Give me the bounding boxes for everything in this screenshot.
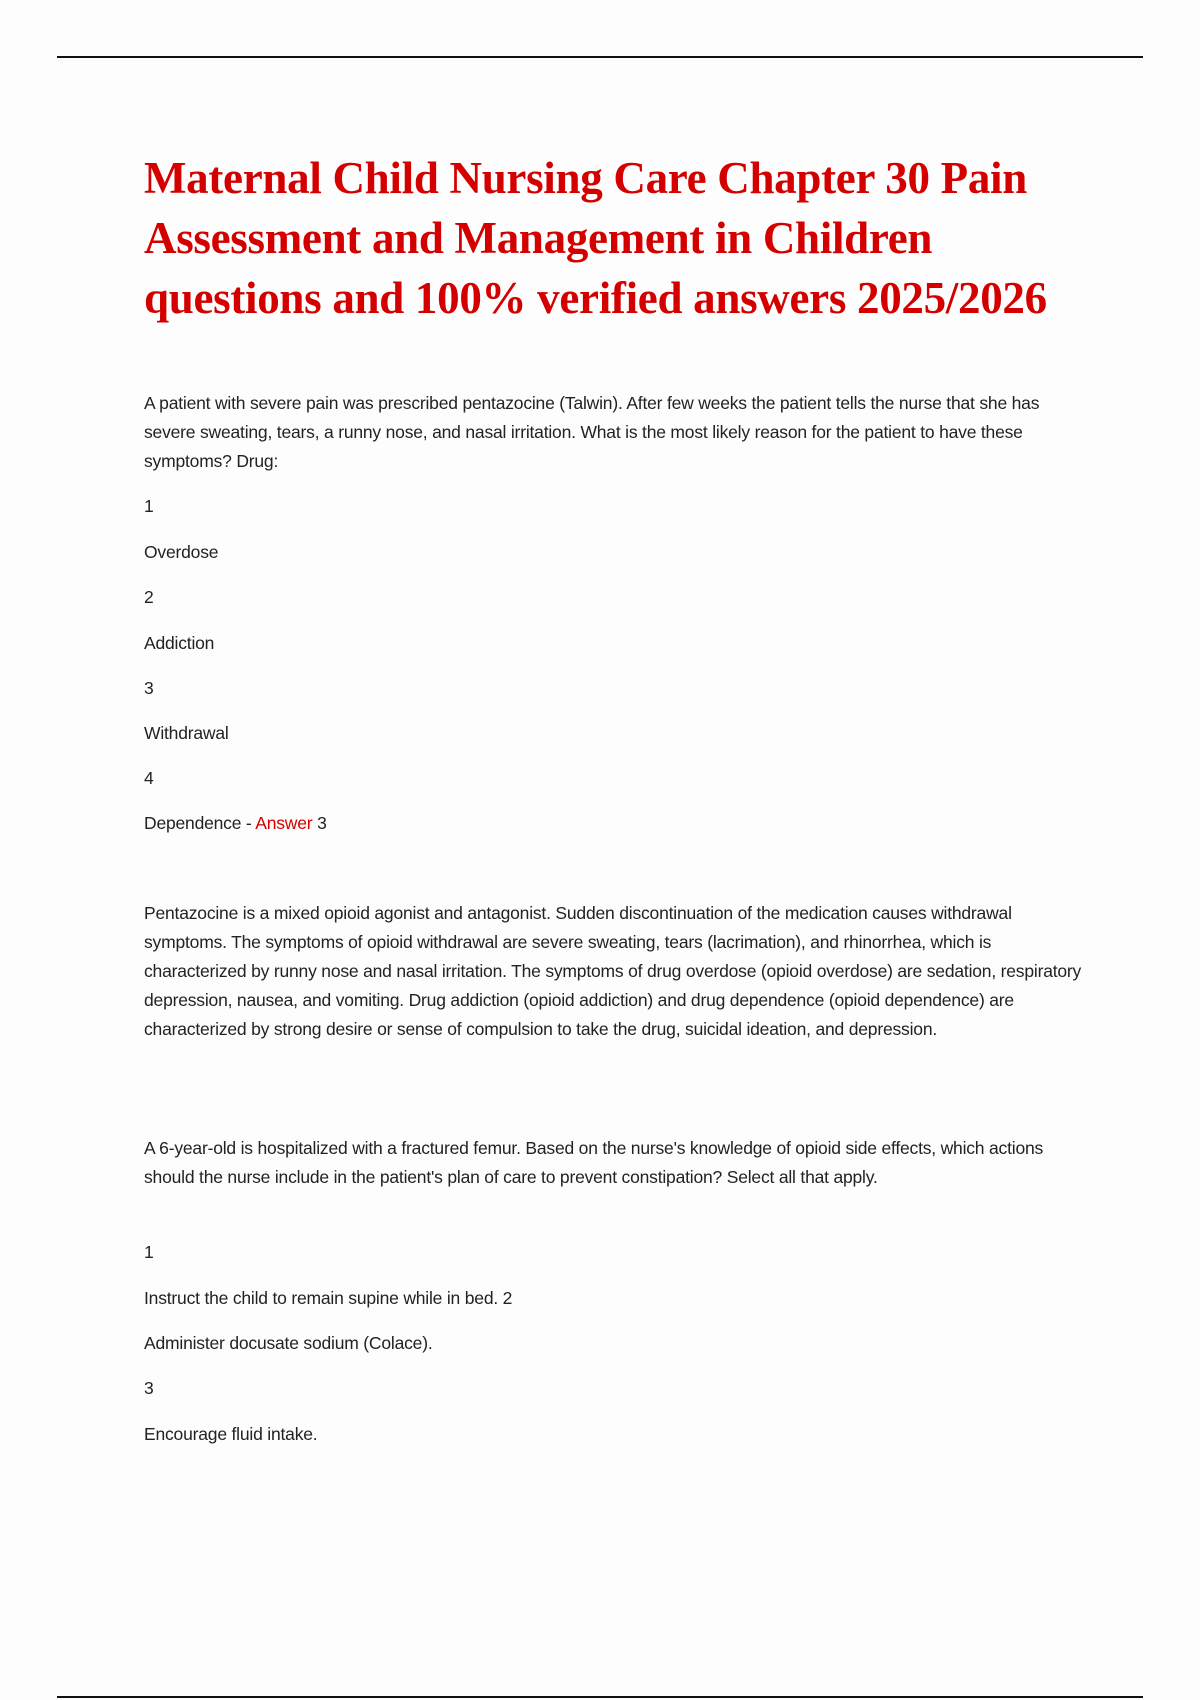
question-1-rationale: Pentazocine is a mixed opioid agonist and antagonist. Sudden discontinuation of the medication causes withdrawal symptoms. The symptoms of opioid withdrawal are severe sweating, tears (lacrimation), and rhinorrhea, which is characterized by runny nose and nasal irritation. The symptoms of drug overdose (opioid overdose) are sedation, respiratory depression, nausea, and vomiting. Drug addiction (opioid addiction) and drug dependence (opioid dependence) are characterized by strong desire or sense of compulsion to take the drug, suicidal ideation, and depression.	[144, 903, 1082, 1039]
question-1-stem: A patient with severe pain was prescribed pentazocine (Talwin). After few weeks the patient tells the nurse that she has severe sweating, tears, a runny nose, and nasal irritation. What is the most likely reason for the patient to have these symptoms? Drug:	[144, 393, 1040, 471]
q1-option-4-line	[144, 809, 1094, 838]
q1-option-1-number: 1	[144, 496, 154, 516]
q2-line-1: 1	[144, 1242, 154, 1262]
q1-option-4-text: Dependence -	[144, 813, 256, 833]
q1-option-3-text: Withdrawal	[144, 723, 229, 743]
q1-option-1-text: Overdose	[144, 542, 219, 562]
q1-option-3-number: 3	[144, 678, 154, 698]
q2-line-5: Encourage fluid intake.	[144, 1424, 318, 1444]
q2-line-3: Administer docusate sodium (Colace).	[144, 1333, 433, 1353]
top-rule	[57, 56, 1143, 58]
document-title: Maternal Child Nursing Care Chapter 30 Pain Assessment and Management in Children questions and 100% verified answers 2025/2026	[144, 153, 1047, 323]
q1-option-4-number: 4	[144, 768, 154, 788]
bottom-rule	[57, 1696, 1143, 1698]
q1-option-2-text: Addiction	[144, 633, 215, 653]
answer-value: 3	[312, 813, 327, 833]
q1-option-2-number: 2	[144, 587, 154, 607]
q2-line-4: 3	[144, 1378, 154, 1398]
answer-label: Answer	[255, 813, 313, 833]
q2-line-2: Instruct the child to remain supine while in bed. 2	[144, 1288, 513, 1308]
question-2-stem: A 6-year-old is hospitalized with a fractured femur. Based on the nurse's knowledge of opioid side effects, which actions should the nurse include in the patient's plan of care to prevent constipation? Select all that apply.	[144, 1138, 1044, 1187]
